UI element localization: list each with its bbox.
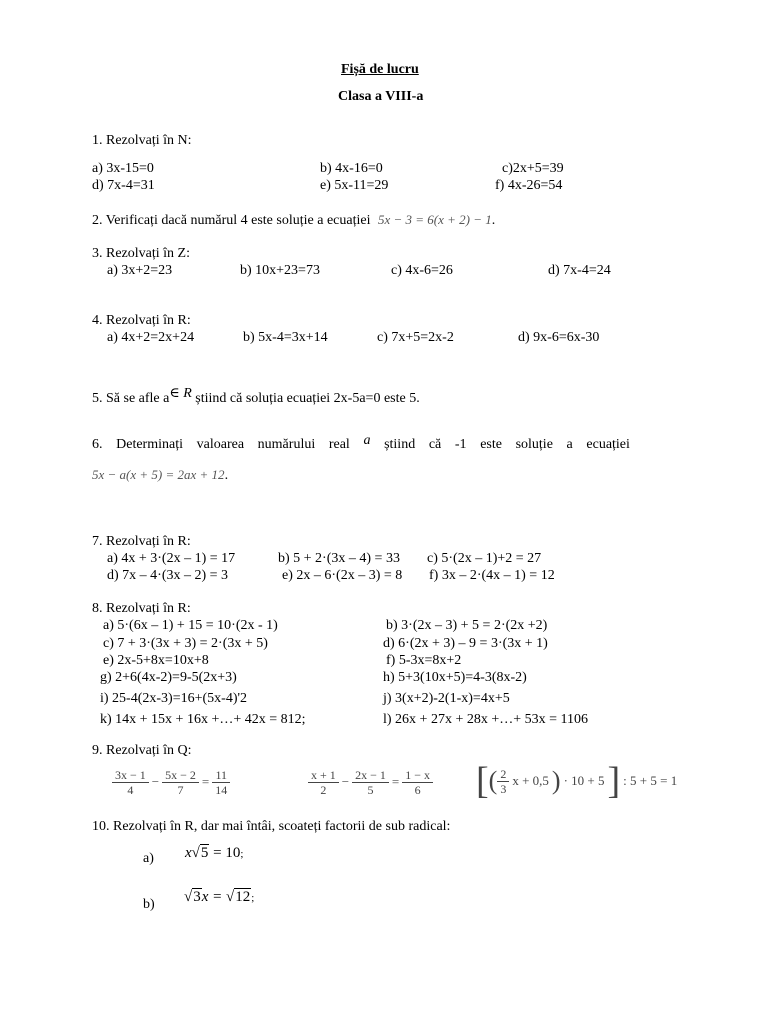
ex2-label: 2. Verificați dacă numărul 4 este soluție a ecuației bbox=[92, 213, 371, 228]
ex6-word: -1 bbox=[454, 437, 467, 452]
page-subtitle: Clasa a VIII-a bbox=[338, 89, 424, 104]
ex3-heading: 3. Rezolvați în Z: bbox=[92, 246, 190, 261]
ex6-word: 6. bbox=[92, 437, 103, 452]
left-bracket: [ bbox=[476, 760, 489, 802]
ex8-item-c: c) 7 + 3·(3x + 3) = 2·(3x + 5) bbox=[103, 636, 268, 651]
ex7-item-b: b) 5 + 2·(3x – 4) = 33 bbox=[278, 551, 400, 566]
ex7-item-a: a) 4x + 3·(2x – 1) = 17 bbox=[107, 551, 236, 566]
ex4-item-a: a) 4x+2=2x+24 bbox=[107, 330, 195, 345]
ex4-item-b: b) 5x-4=3x+14 bbox=[243, 330, 328, 345]
ex8-item-j: j) 3(x+2)-2(1-x)=4x+5 bbox=[383, 691, 510, 706]
right-bracket: ] bbox=[607, 760, 621, 802]
ex6-variable: a bbox=[363, 433, 371, 448]
ex10-equation-b: √3x = √12; bbox=[184, 889, 255, 905]
ex10-heading: 10. Rezolvați în R, dar mai întâi, scoateți factorii de sub radical: bbox=[92, 819, 451, 834]
ex2-equation: 5x − 3 = 6(x + 2) − 1 bbox=[377, 212, 492, 227]
ex1-item-f: f) 4x-26=54 bbox=[495, 178, 563, 193]
ex7-item-c: c) 5·(2x – 1)+2 = 27 bbox=[427, 551, 542, 566]
left-paren: ( bbox=[488, 766, 498, 795]
ex4-item-d: d) 9x-6=6x-30 bbox=[518, 330, 600, 345]
ex1-item-b: b) 4x-16=0 bbox=[320, 161, 383, 176]
ex1-heading: 1. Rezolvați în N: bbox=[92, 133, 192, 148]
ex8-item-e: e) 2x-5+8x=10x+8 bbox=[103, 653, 209, 668]
ex5-set-symbol: ∈ R bbox=[169, 386, 192, 401]
ex7-item-d: d) 7x – 4·(3x – 2) = 3 bbox=[107, 568, 229, 583]
ex3-item-c: c) 4x-6=26 bbox=[391, 263, 453, 278]
radical-sign: √ bbox=[184, 889, 193, 905]
radical-sign: √ bbox=[226, 889, 235, 905]
ex10-label-b: b) bbox=[143, 897, 155, 912]
ex8-item-h: h) 5+3(10x+5)=4-3(8x-2) bbox=[383, 670, 527, 685]
ex6-word: soluție bbox=[515, 437, 553, 452]
fraction: $\frac{x + 1}{2}$ bbox=[308, 768, 339, 797]
fraction: $\frac{2x - 1}{5}$ bbox=[352, 768, 389, 797]
ex6-word: știind bbox=[384, 437, 416, 452]
ex9-equation-2: $\frac{x + 1}{2}$ − $\frac{2x - 1}{5}$ = $\frac{1 - x}{6}$ bbox=[308, 764, 433, 800]
ex7-item-f: f) 3x – 2·(4x – 1) = 12 bbox=[429, 568, 555, 583]
ex1-item-c: c)2x+5=39 bbox=[502, 161, 564, 176]
fraction: $\frac{11}{14}$ bbox=[212, 768, 230, 797]
fraction: $\frac{5x - 2}{7}$ bbox=[162, 768, 199, 797]
ex2-end: . bbox=[491, 213, 496, 228]
ex1-item-a: a) 3x-15=0 bbox=[92, 161, 154, 176]
ex5-text bbox=[92, 386, 420, 407]
ex6-word: valoarea bbox=[196, 437, 245, 452]
ex6-word: este bbox=[480, 437, 502, 452]
fraction: $\frac{2}{3}$ bbox=[497, 767, 509, 796]
ex6-word: Determinați bbox=[116, 437, 183, 452]
ex4-item-c: c) 7x+5=2x-2 bbox=[377, 330, 454, 345]
ex5-pre: 5. Să se afle a bbox=[92, 391, 170, 406]
ex6-word: numărului bbox=[257, 437, 316, 452]
fraction: $\frac{3x - 1}{4}$ bbox=[112, 768, 149, 797]
ex8-item-i: i) 25-4(2x-3)=16+(5x-4)'2 bbox=[100, 691, 247, 706]
ex8-item-a: a) 5·(6x – 1) + 15 = 10·(2x - 1) bbox=[103, 618, 278, 633]
ex8-item-d: d) 6·(2x + 3) – 9 = 3·(3x + 1) bbox=[383, 636, 548, 651]
ex5-post: știind că soluția ecuației 2x-5a=0 este 5. bbox=[191, 391, 420, 406]
ex9-equation-1: $\frac{3x - 1}{4}$ − $\frac{5x - 2}{7}$ = $\frac{11}{14}$ bbox=[112, 764, 230, 800]
ex9-equation-3: [ ( $\frac{2}{3}$ x + 0,5 ) · 10 + 5 ] : 5 + 5 = 1 bbox=[476, 760, 678, 802]
ex10-label-a: a) bbox=[143, 851, 154, 866]
ex1-item-e: e) 5x-11=29 bbox=[320, 178, 389, 193]
ex3-item-b: b) 10x+23=73 bbox=[240, 263, 320, 278]
ex6-equation-line bbox=[92, 467, 228, 484]
radical-sign: √ bbox=[191, 845, 200, 861]
ex6-word: real bbox=[328, 437, 350, 452]
ex1-item-d: d) 7x-4=31 bbox=[92, 178, 155, 193]
ex8-item-l: l) 26x + 27x + 28x +…+ 53x = 1106 bbox=[383, 712, 589, 727]
ex8-item-k: k) 14x + 15x + 16x +…+ 42x = 812; bbox=[100, 712, 306, 727]
ex6-line1 bbox=[92, 433, 630, 453]
ex8-item-f: f) 5-3x=8x+2 bbox=[386, 653, 462, 668]
fraction: $\frac{1 - x}{6}$ bbox=[402, 768, 433, 797]
ex6-word: a bbox=[566, 437, 573, 452]
ex8-heading: 8. Rezolvați în R: bbox=[92, 601, 191, 616]
ex3-item-a: a) 3x+2=23 bbox=[107, 263, 173, 278]
ex7-heading: 7. Rezolvați în R: bbox=[92, 534, 191, 549]
right-paren: ) bbox=[551, 766, 561, 795]
ex8-item-b: b) 3·(2x – 3) + 5 = 2·(2x +2) bbox=[386, 618, 548, 633]
ex7-item-e: e) 2x – 6·(2x – 3) = 8 bbox=[282, 568, 403, 583]
ex3-item-d: d) 7x-4=24 bbox=[548, 263, 611, 278]
ex6-word: că bbox=[428, 437, 442, 452]
ex6-word: ecuației bbox=[586, 437, 630, 452]
ex2-text bbox=[92, 212, 495, 229]
ex4-heading: 4. Rezolvați în R: bbox=[92, 313, 191, 328]
ex9-heading: 9. Rezolvați în Q: bbox=[92, 743, 192, 758]
ex6-end: . bbox=[224, 468, 229, 483]
ex10-equation-a: x√5 = 10; bbox=[185, 845, 244, 861]
ex8-item-g: g) 2+6(4x-2)=9-5(2x+3) bbox=[100, 670, 237, 685]
ex6-equation: 5x − a(x + 5) = 2ax + 12 bbox=[92, 467, 225, 482]
page-title: Fișă de lucru bbox=[341, 62, 419, 77]
